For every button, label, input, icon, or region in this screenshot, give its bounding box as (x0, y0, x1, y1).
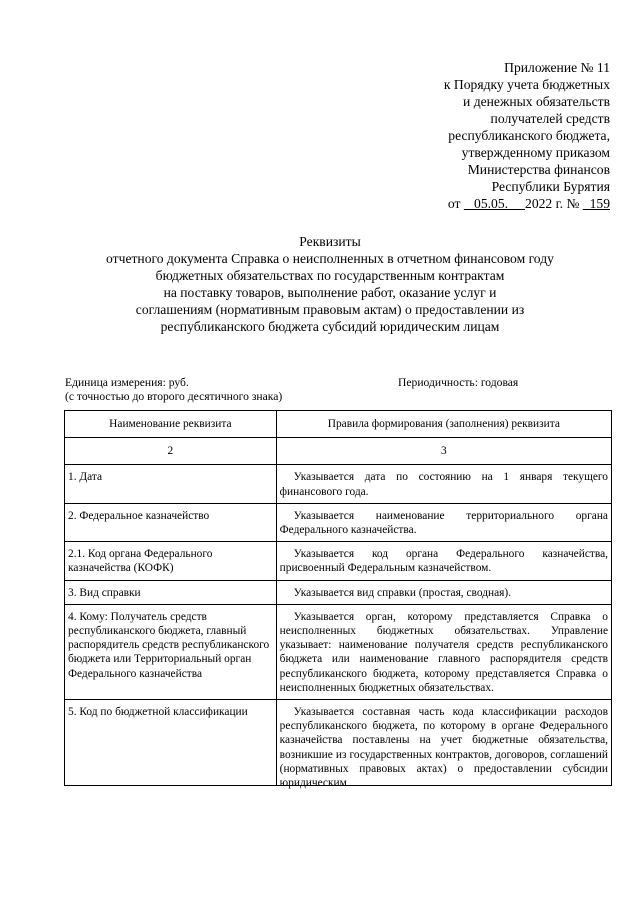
appendix-line: Министерства финансов (467, 162, 610, 177)
requisite-name: 2.1. Код органа Федерального казначейства (КОФК) (65, 542, 277, 580)
table-row (65, 503, 612, 541)
table-number-row (65, 438, 612, 465)
appendix-header (444, 59, 610, 212)
order-number: 159 (589, 196, 610, 211)
appendix-line: и денежных обязательств (463, 94, 610, 109)
requisite-name: 5. Код по бюджетной классификации (65, 700, 277, 786)
table-row (65, 465, 612, 503)
requisite-name: 4. Кому: Получатель средств республиканского бюджета, главный распорядитель средств республиканского бюджета или Территориальный орган Федерального казначейства (65, 604, 277, 699)
appendix-line: республиканского бюджета, (448, 128, 610, 143)
requisite-name: 3. Вид справки (65, 580, 277, 604)
table-row (65, 542, 612, 580)
table-row (65, 700, 612, 786)
appendix-line: получателей средств (490, 111, 610, 126)
requisite-rule: Указывается вид справки (простая, сводная). (276, 580, 611, 604)
document-title (60, 233, 600, 335)
requisite-rule: Указывается орган, которому представляется Справка о неисполненных бюджетных обязательствах. Управление указывает: наименование получателя средств республиканского бюджета или наименование главного распорядителя средств республиканского бюджета, которому представляется Справка о неисполненных бюджетных обязательствах. (276, 604, 611, 699)
order-reference (444, 195, 610, 212)
title-line: соглашениям (нормативным правовым актам) о предоставлении из (135, 302, 525, 317)
appendix-line: Республики Бурятия (491, 179, 610, 194)
requisite-rule: Указывается составная часть кода классификации расходов республиканского бюджета, по которому в органе Федерального казначейства поставлены на учет бюджетные обязательства, возникшие из государственных контрактов, договоров, соглашений (нормативных правовых актах) о предоставлении субсидии юридическим (276, 700, 611, 786)
periodicity-label: Периодичность: годовая (398, 376, 519, 389)
order-prefix: от (447, 196, 464, 211)
column-number: 3 (276, 438, 611, 465)
title-line: Реквизиты (299, 234, 361, 249)
order-year: 2022 г. № (525, 196, 583, 211)
title-line: бюджетных обязательствах по государственным контрактам (155, 268, 505, 283)
requisite-rule: Указывается наименование территориального органа Федерального казначейства. (276, 503, 611, 541)
header-rule: Правила формирования (заполнения) реквизита (276, 411, 611, 438)
precision-label: (с точностью до второго десятичного знака) (65, 390, 283, 403)
requisite-name: 1. Дата (65, 465, 277, 503)
title-line: отчетного документа Справка о неисполненных в отчетном финансовом году (106, 251, 554, 266)
order-date: 05.05. (474, 196, 509, 211)
appendix-line: утвержденному приказом (461, 145, 610, 160)
requisite-rule: Указывается дата по состоянию на 1 января текущего финансового года. (276, 465, 611, 503)
table-header-row (65, 411, 612, 438)
column-number: 2 (65, 438, 277, 465)
table-row (65, 604, 612, 699)
meta-block (65, 376, 585, 404)
table-row (65, 580, 612, 604)
title-line: на поставку товаров, выполнение работ, оказание услуг и (163, 285, 497, 300)
requisites-table (64, 410, 612, 790)
requisite-name: 2. Федеральное казначейство (65, 503, 277, 541)
header-name: Наименование реквизита (65, 411, 277, 438)
title-line: республиканского бюджета субсидий юридическим лицам (160, 319, 500, 334)
appendix-line: Приложение № 11 (504, 60, 610, 75)
unit-label: Единица измерения: руб. (65, 376, 189, 389)
requisite-rule: Указывается код органа Федерального казначейства, присвоенный Федеральным казначейством. (276, 542, 611, 580)
appendix-line: к Порядку учета бюджетных (443, 77, 610, 92)
